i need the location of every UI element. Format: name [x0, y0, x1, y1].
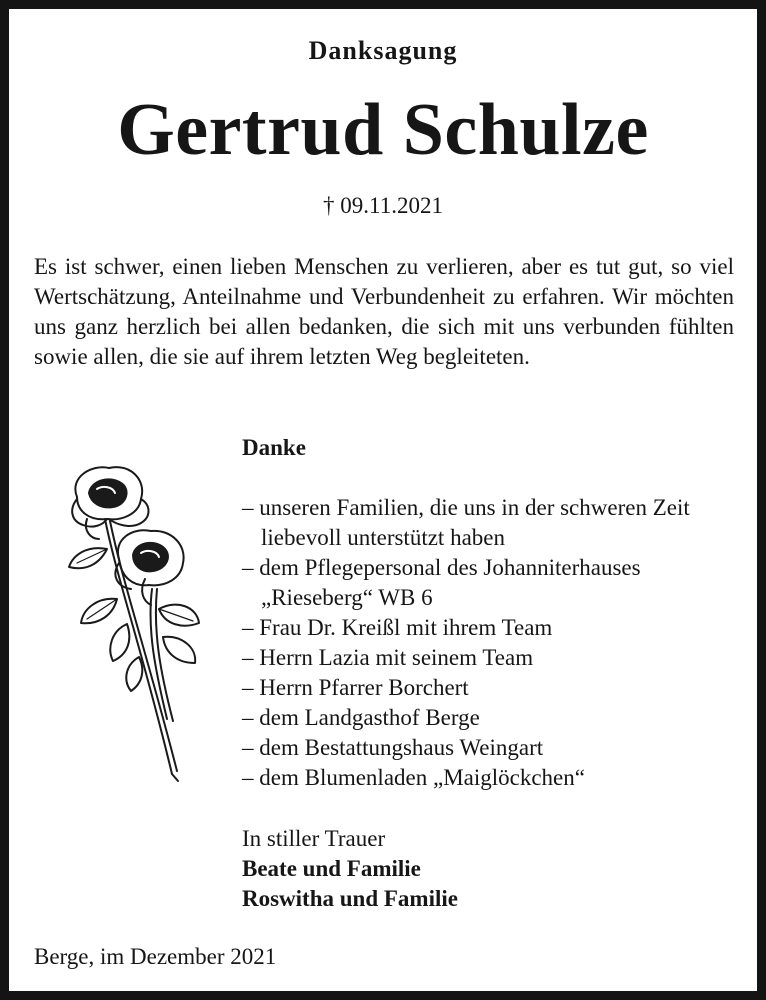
place-date: Berge, im Dezember 2021	[34, 944, 277, 969]
list-item: – Frau Dr. Kreißl mit ihrem Team	[242, 615, 553, 640]
thanks-heading: Danke	[242, 435, 306, 460]
list-item: – Herrn Pfarrer Borchert	[242, 675, 469, 700]
signatory: Beate und Familie	[242, 856, 421, 881]
roses-illustration-icon	[47, 459, 207, 784]
list-item: – dem Blumenladen „Maiglöckchen“	[242, 765, 585, 790]
deceased-name: Gertrud Schulze	[117, 89, 649, 171]
list-item: – dem Bestattungshaus Weingart	[242, 735, 544, 760]
thanks-list	[242, 493, 742, 793]
list-item: – Herrn Lazia mit seinem Team	[242, 645, 534, 670]
list-item: – dem Landgasthof Berge	[242, 705, 480, 730]
list-item: – unseren Familien, die uns in der schweren Zeit liebevoll unterstützt haben	[242, 495, 690, 550]
closing-line: In stiller Trauer	[242, 826, 386, 851]
notice-heading: Danksagung	[308, 36, 458, 65]
signatory: Roswitha und Familie	[242, 886, 458, 911]
list-item: – dem Pflegepersonal des Johanniterhauses „Rieseberg“ WB 6	[242, 555, 641, 610]
intro-paragraph: Es ist schwer, einen lieben Menschen zu verlieren, aber es tut gut, so viel Wertschätzung, Anteilnahme und Verbundenheit zu erfahren. Wir möchten uns ganz herzlich bei allen bedanken, die sich mit uns verbunden fühlten sowie allen, die sie auf ihrem letzten Weg begleiteten.	[34, 254, 734, 369]
death-date: † 09.11.2021	[323, 193, 443, 218]
closing-block	[242, 824, 458, 914]
